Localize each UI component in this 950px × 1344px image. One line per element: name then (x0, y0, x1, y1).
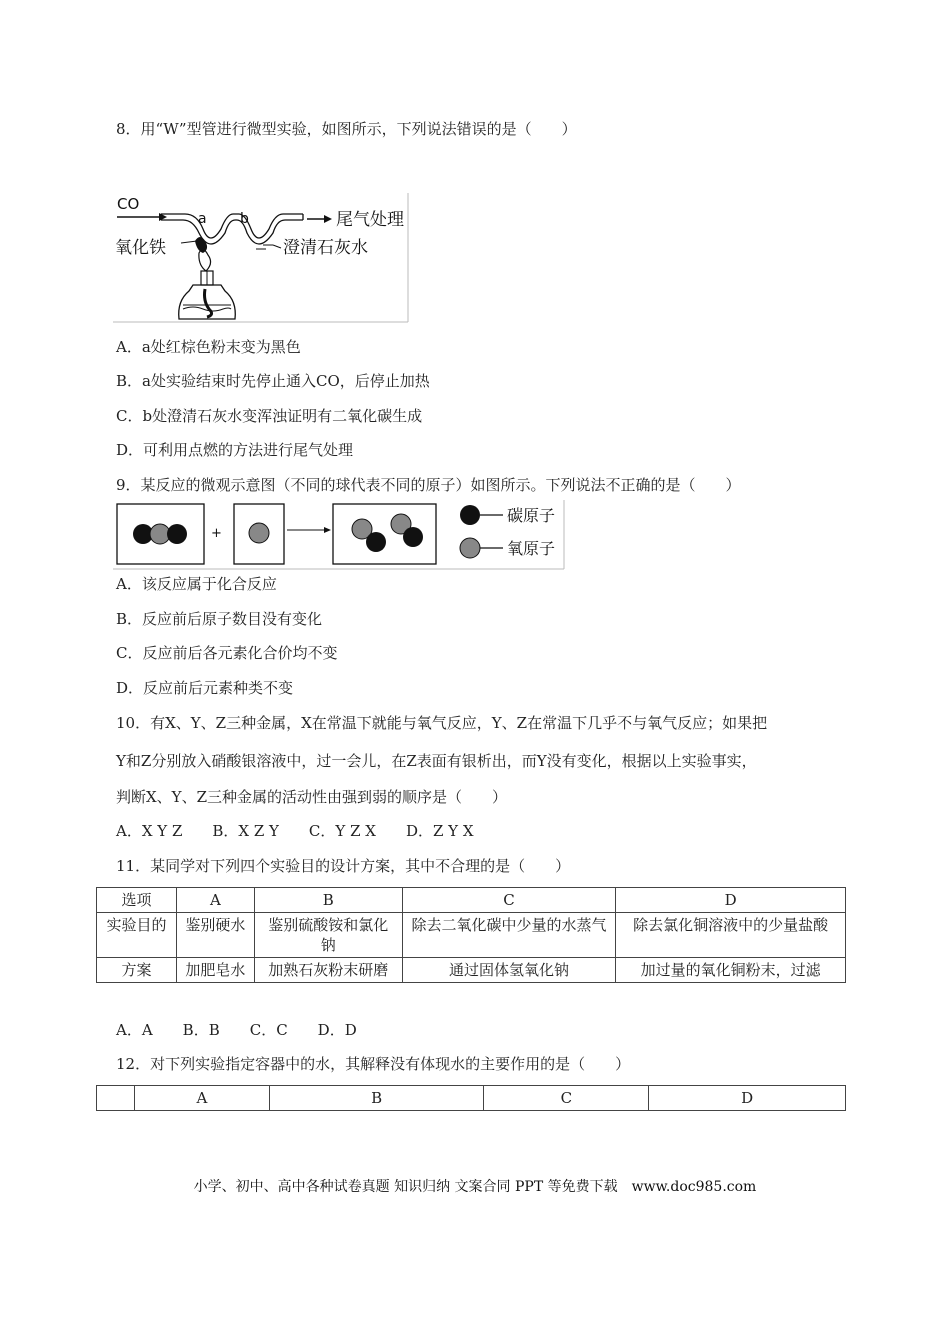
page-footer: 小学、初中、高中各种试卷真题 知识归纳 文案合同 PPT 等免费下载 www.doc985.com (193, 1179, 757, 1195)
q8-option-d: D．可利用点燃的方法进行尾气处理 (116, 441, 354, 459)
q12-header-row (97, 1086, 846, 1111)
q8-option-c: C．b处澄清石灰水变浑浊证明有二氧化碳生成 (116, 407, 423, 425)
legend-carbon-label: 碳原子 (507, 506, 556, 525)
table-cell: 鉴别硬水 (176, 913, 254, 958)
legend-oxygen-ball (460, 538, 480, 558)
q10-line-3: 判断X、Y、Z三种金属的活动性由强到弱的顺序是（ ） (116, 788, 508, 806)
table-cell: 除去二氧化碳中少量的水蒸气 (402, 913, 616, 958)
tail-gas-label: 尾气处理 (336, 210, 404, 230)
co-label: CO (117, 195, 140, 213)
table-cell: B (254, 888, 402, 913)
q9-stem: 9．某反应的微观示意图（不同的球代表不同的原子）如图所示。下列说法不正确的是（ ） (116, 476, 741, 494)
table-cell: 加熟石灰粉末研磨 (254, 958, 402, 983)
q11-table (96, 887, 846, 983)
reactant-oxygen-atom (249, 523, 269, 543)
table-cell: A (176, 888, 254, 913)
q10-line-2: Y和Z分别放入硝酸银溶液中，过一会儿，在Z表面有银析出，而Y没有变化，根据以上实验事实， (116, 752, 757, 770)
q11-header-row (97, 888, 846, 913)
q12-stem: 12．对下列实验指定容器中的水，其解释没有体现水的主要作用的是（ ） (116, 1055, 631, 1073)
plus-sign: + (211, 526, 222, 541)
q9-option-d: D．反应前后元素种类不变 (116, 679, 294, 697)
table-cell: C (402, 888, 616, 913)
q8-option-b: B．a处实验结束时先停止通入CO，后停止加热 (116, 372, 430, 390)
legend-oxygen-label: 氧原子 (507, 539, 556, 558)
label-a: a (198, 211, 207, 227)
q8-stem: 8．用“W”型管进行微型实验，如图所示，下列说法错误的是（ ） (116, 120, 577, 138)
table-cell: 选项 (97, 888, 177, 913)
legend-carbon-ball (460, 505, 480, 525)
table-cell: 加过量的氧化铜粉末，过滤 (616, 958, 846, 983)
w-tube-figure (113, 193, 409, 323)
reaction-micro-diagram (113, 500, 565, 570)
table-cell: D (616, 888, 846, 913)
q9-option-b: B．反应前后原子数目没有变化 (116, 610, 323, 628)
product-carbon-atom (366, 532, 386, 552)
q10-options: A．X Y Z B．X Z Y C．Y Z X D．Z Y X (116, 822, 474, 840)
table-cell: 通过固体氢氧化钠 (402, 958, 616, 983)
table-cell (97, 1086, 135, 1111)
table-cell: 方案 (97, 958, 177, 983)
table-row (97, 958, 846, 983)
product-carbon-atom (403, 527, 423, 547)
table-cell: A (134, 1086, 269, 1111)
q9-option-a: A．该反应属于化合反应 (116, 575, 277, 593)
table-cell: 除去氯化铜溶液中的少量盐酸 (616, 913, 846, 958)
q12-table (96, 1085, 846, 1111)
label-b: b (240, 211, 249, 227)
table-cell: B (269, 1086, 484, 1111)
table-cell: D (649, 1086, 846, 1111)
iron-oxide-label: 氧化铁 (115, 238, 166, 258)
q11-stem: 11．某同学对下列四个实验目的设计方案，其中不合理的是（ ） (116, 857, 571, 875)
q9-option-c: C．反应前后各元素化合价均不变 (116, 644, 338, 662)
q10-line-1: 10．有X、Y、Z三种金属，X在常温下就能与氧气反应，Y、Z在常温下几乎不与氧气反应；如果把 (116, 714, 768, 732)
table-cell: 实验目的 (97, 913, 177, 958)
q11-options: A．A B．B C．C D．D (116, 1021, 357, 1039)
table-cell: C (484, 1086, 649, 1111)
table-cell: 鉴别硫酸铵和氯化钠 (254, 913, 402, 958)
table-cell: 加肥皂水 (176, 958, 254, 983)
limewater-label: 澄清石灰水 (283, 238, 368, 258)
q8-option-a: A．a处红棕色粉末变为黑色 (116, 338, 301, 356)
table-row (97, 913, 846, 958)
reactant-carbon-atom (167, 524, 187, 544)
